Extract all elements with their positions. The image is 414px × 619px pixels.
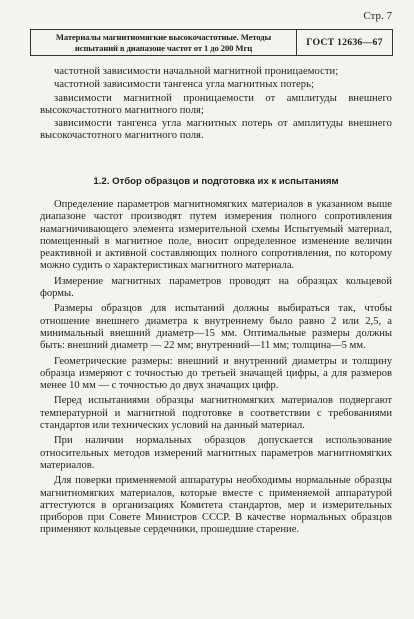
header-title [31,30,297,55]
standard-number: ГОСТ 12636—67 [306,37,383,48]
paragraph: При наличии нормальных образцов допускается использование относительных методов измерений магнитных параметров магнитномягких материалов. [40,435,392,471]
list-item: зависимости магнитной проницаемости от амплитуды внешнего высокочастотного магнитного поля; [40,92,392,116]
paragraph: Геометрические размеры: внешний и внутренний диаметры и толщину образца измеряют с точностью до третьей значащей цифры, а для размеров менее 10 мм — с точностью до двух значащих цифр. [40,355,392,392]
section-heading: 1.2. Отбор образцов и подготовка их к испытаниям [93,176,339,187]
paragraph: Перед испытаниями образцы магнитномягких материалов подвергают температурной и магнитной подготовке в соответствии с требованиями стандартов или технических условий на данный материал. [40,395,392,432]
list-item: частотной зависимости тангенса угла магнитных потерь; [54,79,315,91]
list-item: зависимости тангенса угла магнитных потерь от амплитуды внешнего высокочастотного магнитного поля. [40,118,392,142]
header-title-line-1: Материалы магнитномягкие высокочастотные. Методы [55,32,272,42]
list-item: частотной зависимости начальной магнитной проницаемости; [54,66,339,77]
document-header [30,29,393,56]
list-block [40,66,392,143]
paragraph: Определение параметров магнитномягких материалов в указанном выше диапазоне частот производят путем измерения полного сопротивления намагничивающего элемента измерительной схемы Испытуемый материал, помещенный в магнитное поле, вносит определенное изменение величин реактивной и активной составляющих полного сопротивления, по которому можно судить о характеристиках магнитного материала. [40,199,392,272]
paragraph: Размеры образцов для испытаний должны выбираться так, чтобы отношение внешнего диаметра к внутреннему было равно 2 или 2,5, а минимальный внешний диаметр—15 мм. Оптимальные размеры должны быть: внешний диаметр — 22 мм; внутренний—11 мм; толщина—5 мм. [40,303,392,352]
paragraph: Для поверки применяемой аппаратуры необходимы нормальные образцы магнитномягких материалов, которые вместе с применяемой аппаратурой аттестуются в организациях Комитета стандартов, мер и измерительных приборов при Совете Министров СССР. В качестве нормальных образцов применяют кольцевые сердечники, прошедшие старение. [40,475,392,536]
header-title-line-2: испытаний в диапазоне частот от 1 до 200 Мгц [74,43,253,53]
section-body [40,199,392,540]
page-number: Стр. 7 [363,10,392,22]
paragraph: Измерение магнитных параметров проводят на образцах кольцевой формы. [40,275,392,300]
